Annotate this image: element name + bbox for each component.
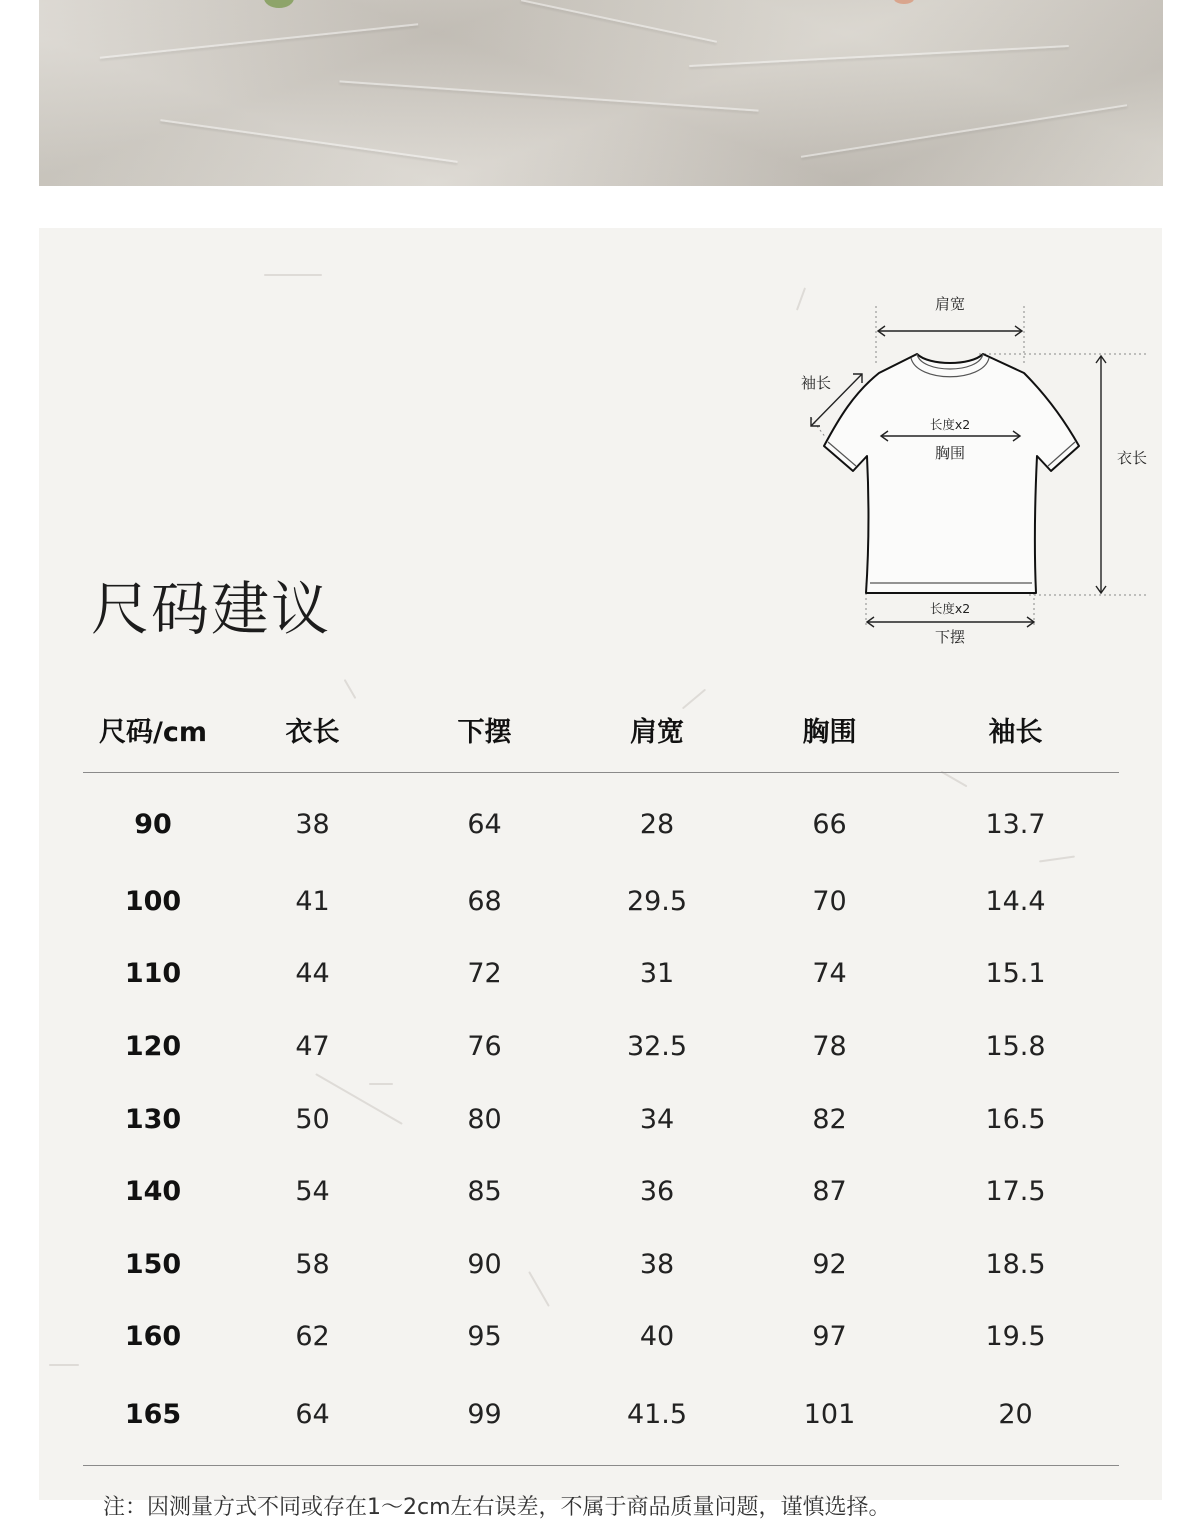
petal-decoration — [894, 0, 914, 4]
table-cell: 28 — [639, 808, 675, 840]
table-cell: 68 — [467, 885, 502, 917]
table-cell: 95 — [467, 1321, 502, 1353]
product-photo — [39, 0, 1163, 186]
chest-note: 长度x2 — [929, 417, 971, 432]
header-size: 尺码/cm — [83, 686, 223, 773]
table-cell: 54 — [295, 1176, 330, 1208]
table-cell: 13.7 — [985, 808, 1046, 840]
table-cell: 29.5 — [626, 885, 688, 917]
leaf-decoration — [264, 0, 294, 8]
table-cell: 85 — [467, 1176, 502, 1208]
hem-label: 下摆 — [934, 628, 966, 646]
table-cell: 87 — [812, 1176, 847, 1208]
table-row — [83, 1083, 1119, 1156]
cloth-crease — [339, 80, 758, 111]
table-row — [83, 1155, 1119, 1228]
table-cell: 92 — [812, 1248, 847, 1280]
size-cell: 110 — [124, 958, 182, 990]
size-guide-panel — [39, 228, 1162, 1520]
measurement-note: 注：因测量方式不同或存在1～2cm左右误差，不属于商品质量问题，谨慎选择。 — [103, 1495, 891, 1520]
size-cell: 140 — [124, 1176, 182, 1208]
tshirt-outline — [824, 354, 1079, 593]
table-cell: 62 — [295, 1321, 330, 1353]
size-cell: 160 — [124, 1321, 182, 1353]
size-cell: 165 — [83, 1373, 223, 1466]
shoulder-label: 肩宽 — [934, 295, 966, 313]
table-cell: 14.4 — [985, 885, 1046, 917]
table-cell: 17.5 — [985, 1176, 1046, 1208]
size-cell: 150 — [124, 1248, 182, 1280]
table-cell: 82 — [812, 1103, 847, 1135]
table-row — [83, 1228, 1119, 1301]
table-cell: 16.5 — [985, 1103, 1046, 1135]
header-sleeve: 袖长 — [912, 686, 1119, 773]
table-cell: 40 — [639, 1321, 675, 1353]
header-shoulder: 肩宽 — [567, 686, 747, 773]
table-cell: 64 — [467, 808, 502, 840]
header-chest: 胸围 — [747, 686, 912, 773]
cloth-crease — [521, 0, 717, 43]
size-cell: 130 — [124, 1103, 182, 1135]
table-cell: 38 — [295, 808, 330, 840]
header-length: 衣长 — [223, 686, 402, 773]
paper-fiber — [264, 274, 322, 276]
table-row — [83, 1373, 1119, 1466]
table-cell: 66 — [812, 808, 847, 840]
table-cell: 58 — [295, 1248, 330, 1280]
table-cell: 20 — [912, 1373, 1119, 1466]
body-length-arrow — [1096, 356, 1106, 593]
table-cell: 41 — [295, 885, 330, 917]
table-cell: 19.5 — [985, 1321, 1046, 1353]
table-cell: 90 — [467, 1248, 502, 1280]
table-cell: 72 — [467, 958, 502, 990]
table-cell: 50 — [295, 1103, 330, 1135]
hem-note: 长度x2 — [929, 601, 971, 616]
table-cell: 18.5 — [985, 1248, 1046, 1280]
table-row — [83, 773, 1119, 866]
table-row — [83, 1010, 1119, 1083]
tshirt-measurement-diagram — [789, 288, 1159, 658]
page-title: 尺码建议 — [91, 575, 332, 643]
size-cell: 120 — [124, 1030, 182, 1062]
size-cell: 90 — [134, 808, 172, 840]
cloth-crease — [160, 119, 457, 163]
length-label: 衣长 — [1116, 449, 1148, 467]
size-cell: 100 — [124, 885, 182, 917]
table-cell: 15.8 — [985, 1030, 1046, 1062]
chest-label: 胸围 — [934, 444, 966, 462]
cloth-crease — [801, 104, 1127, 158]
cloth-crease — [689, 45, 1069, 67]
hem-arrow — [867, 617, 1034, 627]
sleeve-label: 袖长 — [800, 374, 832, 392]
shoulder-width-arrow — [878, 326, 1022, 336]
table-row — [83, 938, 1119, 1011]
table-cell: 97 — [812, 1321, 847, 1353]
table-cell: 99 — [402, 1373, 567, 1466]
table-cell: 47 — [295, 1030, 330, 1062]
table-cell: 70 — [812, 885, 847, 917]
table-cell: 15.1 — [985, 958, 1046, 990]
table-cell: 74 — [812, 958, 847, 990]
table-header-row — [83, 686, 1119, 773]
paper-fiber — [49, 1364, 79, 1366]
table-row — [83, 865, 1119, 938]
table-cell: 32.5 — [626, 1030, 688, 1062]
table-cell: 36 — [639, 1176, 675, 1208]
table-cell: 38 — [639, 1248, 675, 1280]
table-cell: 76 — [467, 1030, 502, 1062]
table-cell: 101 — [747, 1373, 912, 1466]
table-cell: 80 — [467, 1103, 502, 1135]
table-cell: 34 — [639, 1103, 675, 1135]
header-hem: 下摆 — [402, 686, 567, 773]
table-cell: 44 — [295, 958, 330, 990]
table-cell: 78 — [812, 1030, 847, 1062]
table-cell: 64 — [223, 1373, 402, 1466]
cloth-crease — [100, 23, 418, 58]
table-row — [83, 1301, 1119, 1374]
table-cell: 41.5 — [567, 1373, 747, 1466]
table-cell: 31 — [639, 958, 675, 990]
size-table — [83, 686, 1119, 1466]
